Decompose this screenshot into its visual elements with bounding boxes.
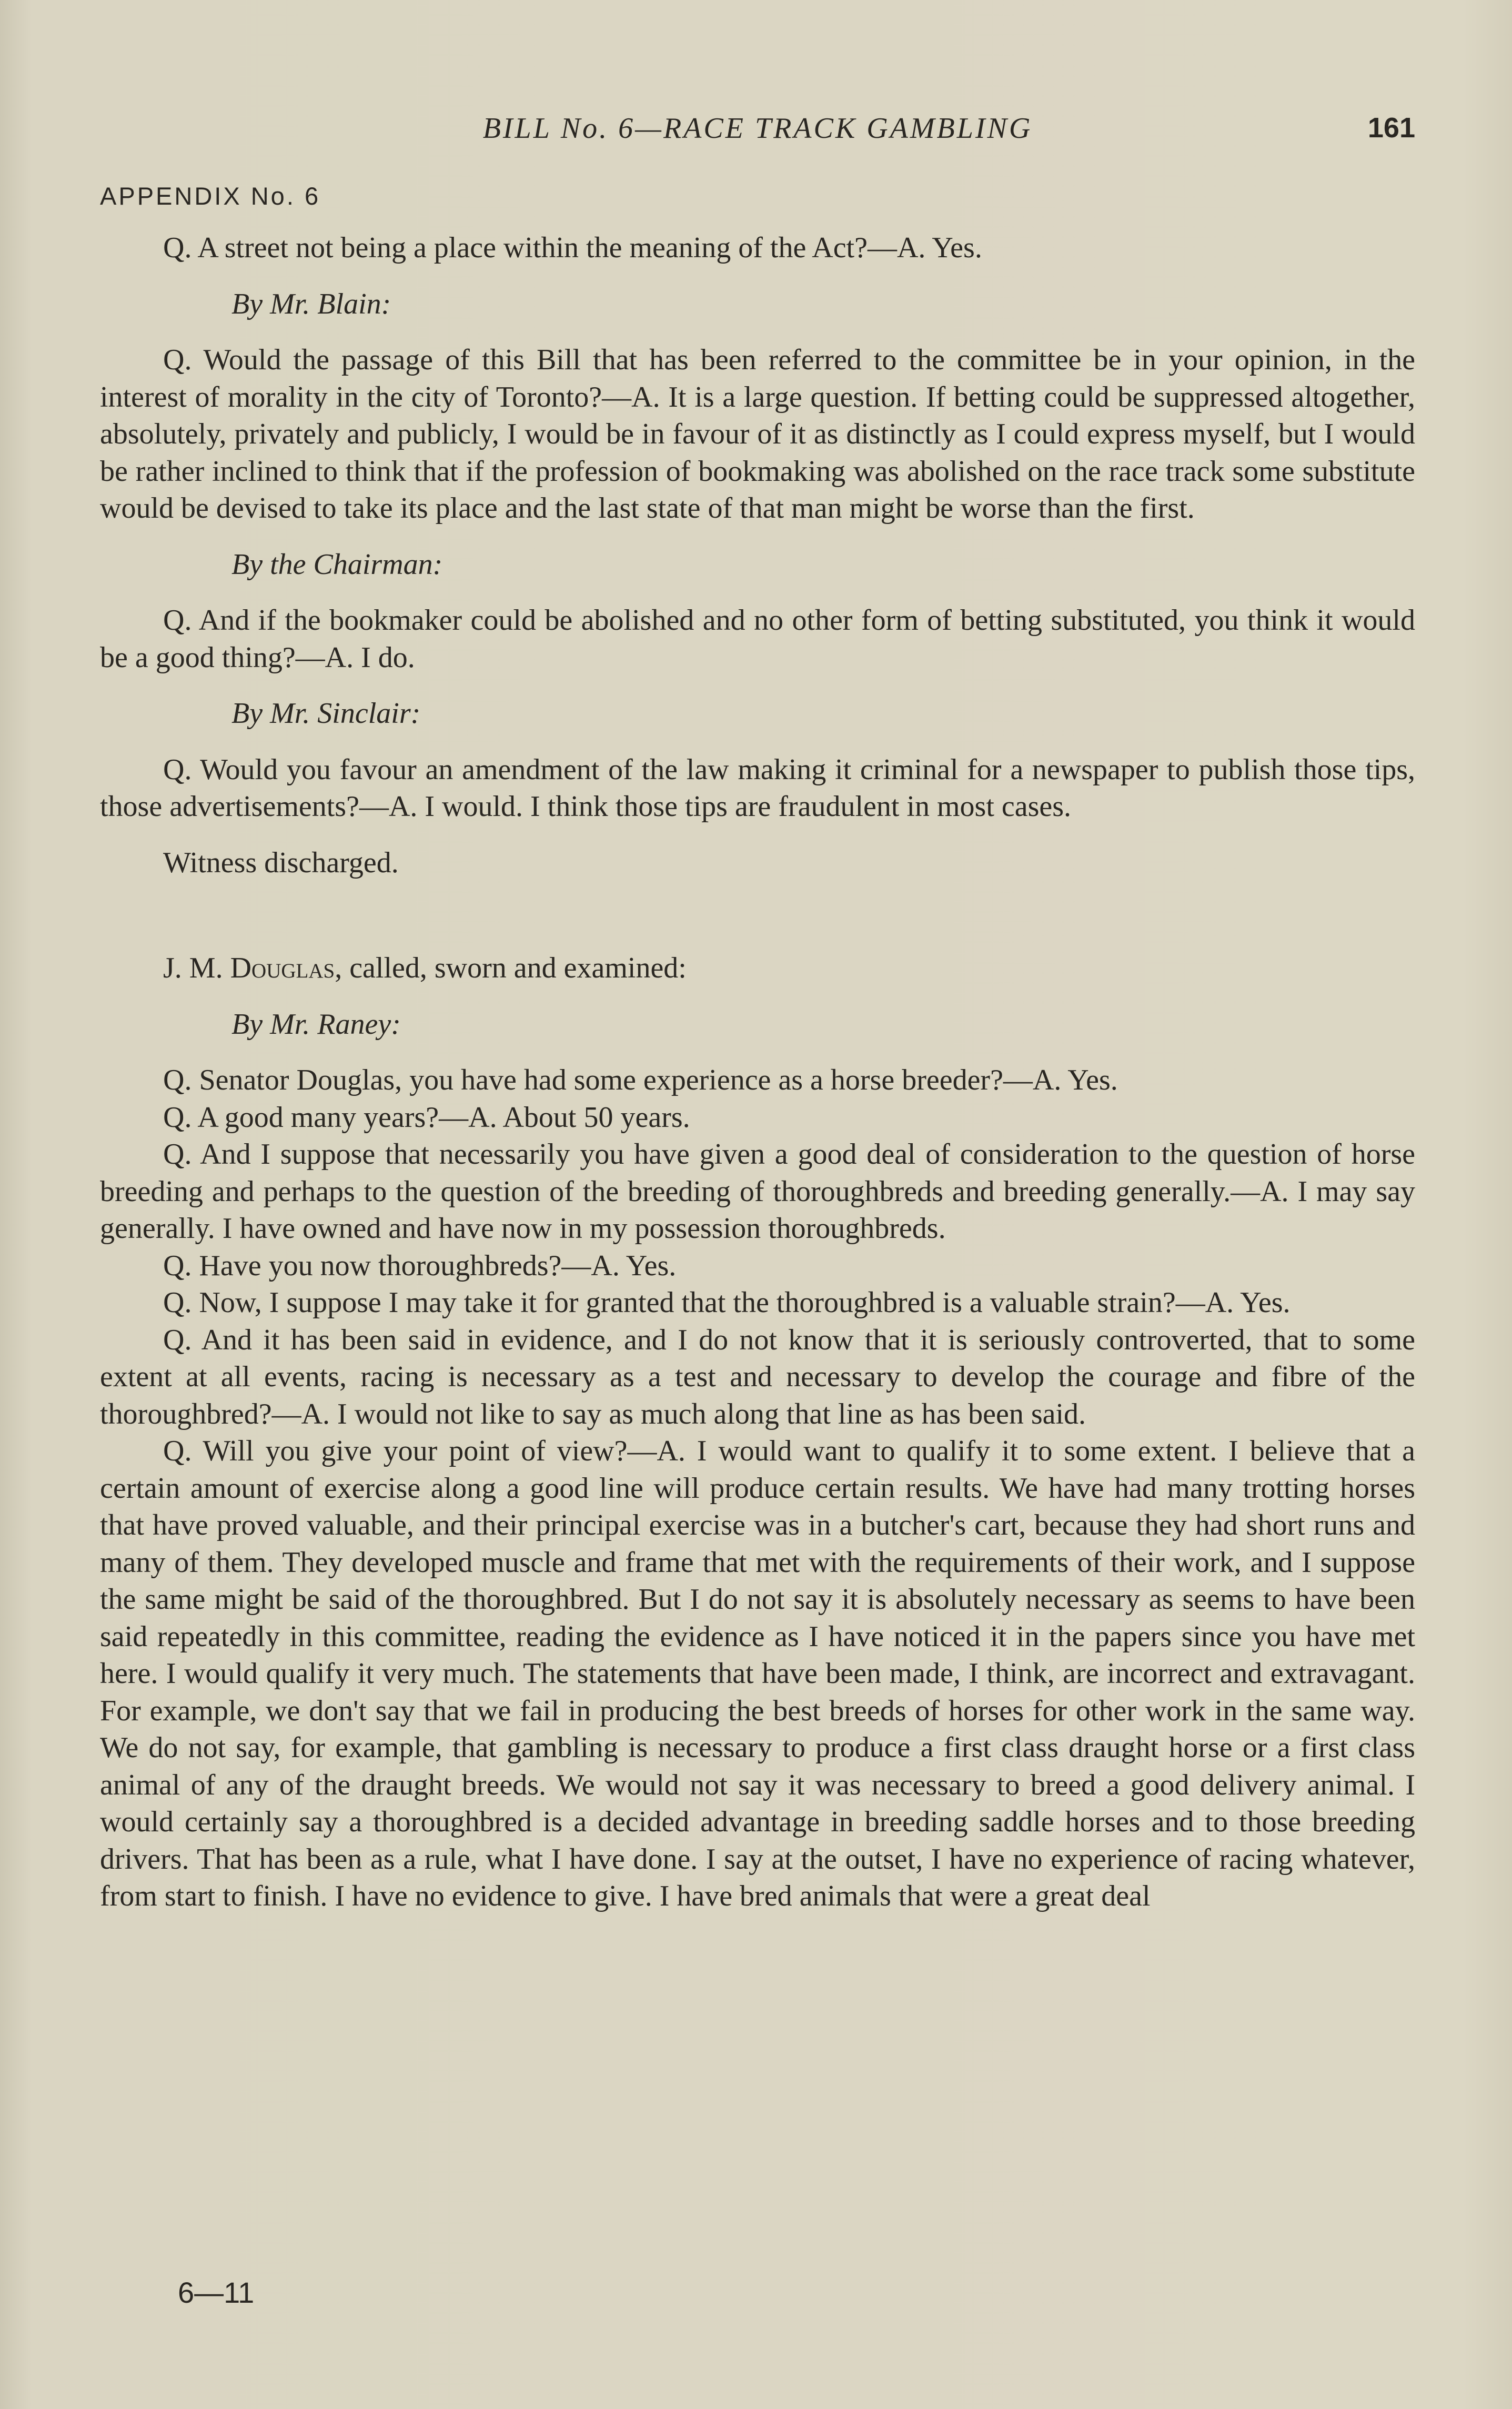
body-text [100, 229, 1415, 1915]
appendix-label: APPENDIX No. 6 [100, 182, 321, 210]
paragraph: Q. Will you give your point of view?—A. I would want to qualify it to some extent. I believe that a certain amount of exercise along a good line will produce certain results. We have had many trotting horses that have proved valuable, and their principal exercise was in a butcher's cart, because they had short runs and many of them. They developed muscle and frame that met with the requirements of their work, and I suppose the same might be said of the thoroughbred. But I do not say it is absolutely necessary as seems to have been said repeatedly in this committee, reading the evidence as I have noticed it in the papers since you have met here. I would qualify it very much. The statements that have been made, I think, are incorrect and extravagant. For example, we don't say that we fail in producing the best breeds of horses for other work in the same way. We do not say, for example, that gambling is necessary to produce a first class draught horse or a first class animal of any of the draught breeds. We would not say it was necessary to breed a good delivery animal. I would certainly say a thoroughbred is a decided advantage in breeding saddle horses and to those breeding drivers. That has been as a rule, what I have done. I say at the outset, I have no experience of racing whatever, from start to finish. I have no evidence to give. I have bred animals that were a great deal [100, 1435, 1415, 1912]
paragraph: Q. Would you favour an amendment of the law making it criminal for a newspaper to publish those tips, those advertisements?—A. I would. I think those tips are fraudulent in most cases. [100, 753, 1415, 823]
paragraph: Q. And I suppose that necessarily you have given a good deal of consideration to the question of horse breeding and perhaps to the question of the breeding of thoroughbreds and breeding generally.—A. I may say generally. I have owned and have now in my possession thoroughbreds. [100, 1138, 1415, 1245]
paragraph: Q. Now, I suppose I may take it for granted that the thoroughbred is a valuable strain?—A. Yes. [163, 1286, 1291, 1319]
witness-name: J. M. Douglas [163, 952, 335, 984]
witness-line-rest: , called, sworn and examined: [335, 952, 687, 984]
page-header [100, 112, 1415, 154]
paragraph: Q. Would the passage of this Bill that has been referred to the committee be in your opinion, in the interest of morality in the city of Toronto?—A. It is a large question. If betting could be suppressed altogether, absolutely, privately and publicly, I would be in favour of it as distinctly as I could express myself, but I would be rather inclined to think that if the profession of bookmaking was abolished on the race track some substitute would be devised to take its place and the last state of that man might be worse than the first. [100, 344, 1415, 525]
running-title: BILL No. 6—RACE TRACK GAMBLING [482, 112, 1033, 145]
speaker-heading: By Mr. Blain: [231, 287, 391, 320]
signature-mark: 6—11 [178, 2276, 255, 2309]
paragraph: Q. A street not being a place within the meaning of the Act?—A. Yes. [163, 231, 982, 264]
paragraph: Q. Have you now thoroughbreds?—A. Yes. [163, 1249, 677, 1282]
paragraph: Witness discharged. [163, 846, 399, 879]
speaker-heading: By the Chairman: [231, 548, 443, 581]
speaker-heading: By Mr. Sinclair: [231, 697, 421, 730]
paragraph: Q. And if the bookmaker could be abolished and no other form of betting substituted, you think it would be a good thing?—A. I do. [100, 604, 1415, 674]
paragraph: Q. And it has been said in evidence, and I do not know that it is seriously controverted, that to some extent at all events, racing is necessary as a test and necessary to develop the courage and fibre of the thoroughbred?—A. I would not like to say as much along that line as has been said. [100, 1323, 1415, 1430]
page-number: 161 [1367, 112, 1415, 144]
paragraph: Q. Senator Douglas, you have had some experience as a horse breeder?—A. Yes. [163, 1064, 1118, 1096]
paragraph: Q. A good many years?—A. About 50 years. [163, 1101, 690, 1134]
witness-line [100, 950, 1415, 987]
speaker-heading: By Mr. Raney: [231, 1007, 401, 1041]
